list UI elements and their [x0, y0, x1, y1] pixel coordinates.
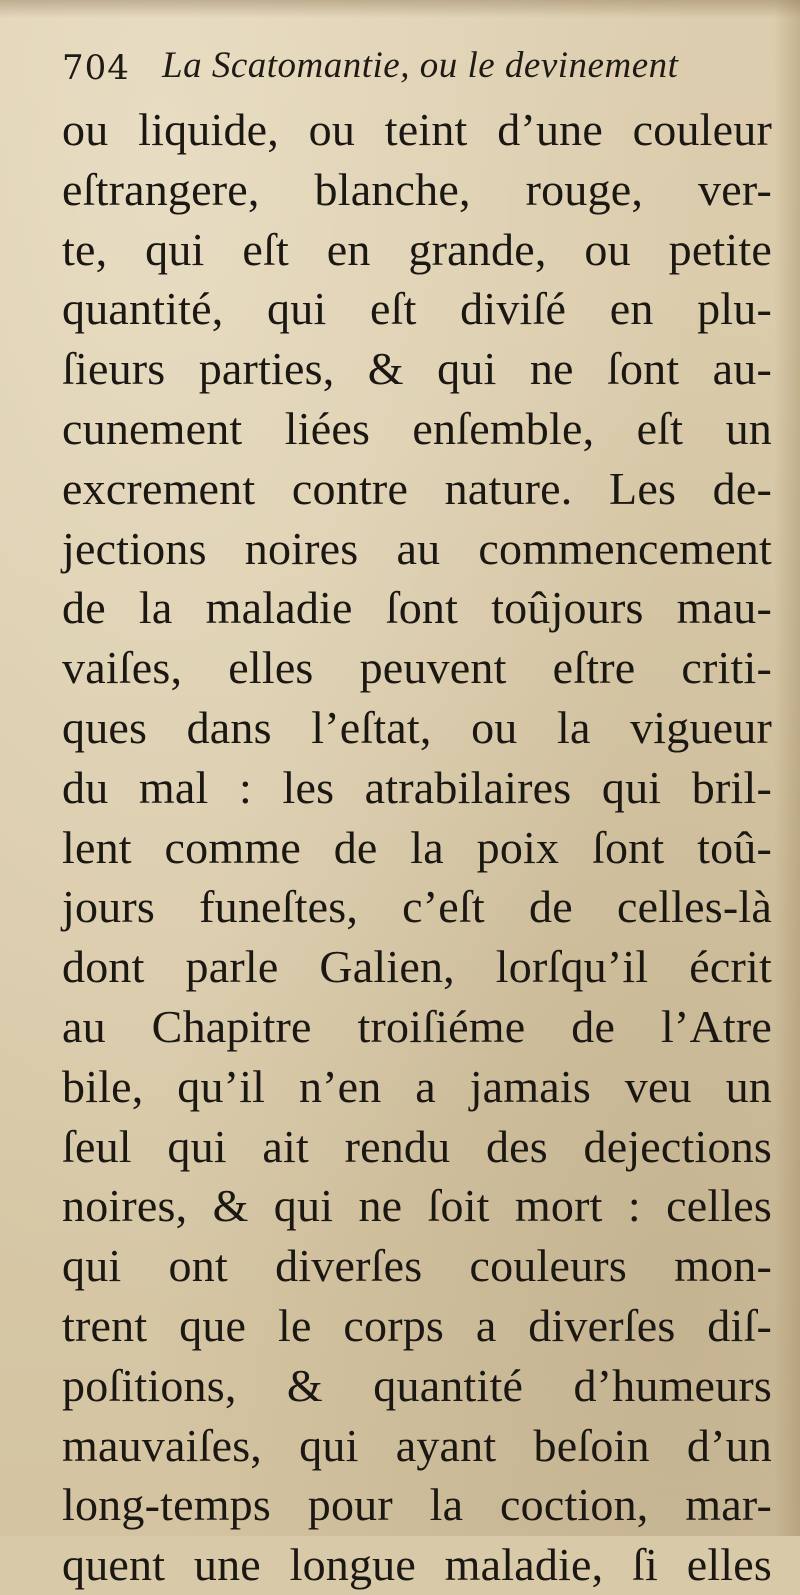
page-edge-shadow — [774, 0, 800, 1536]
text-line: au Chapitre troiſiéme de l’Atre — [62, 1000, 772, 1052]
text-line: mauvaiſes, qui ayant beſoin d’un — [62, 1419, 772, 1471]
text-line: ſeul qui ait rendu des dejections — [62, 1120, 772, 1172]
text-line: quent une longue maladie, ſi elles — [62, 1539, 772, 1591]
text-line: qui ont diverſes couleurs mon- — [62, 1240, 772, 1292]
text-line: poſitions, & quantité d’humeurs — [62, 1359, 772, 1411]
text-line: vaiſes, elles peuvent eſtre criti- — [62, 642, 772, 694]
text-line: du mal : les atrabilaires qui bril- — [62, 761, 772, 813]
text-line: eſtrangere, blanche, rouge, ver- — [62, 163, 772, 215]
text-line: quantité, qui eſt diviſé en plu- — [62, 283, 772, 335]
text-line: jections noires au commencement — [62, 522, 772, 574]
text-line: ſieurs parties, & qui ne ſont au- — [62, 343, 772, 395]
page-number: 704 — [62, 48, 130, 88]
text-line: te, qui eſt en grande, ou petite — [62, 223, 772, 275]
running-title: La Scatomantie, ou le devinement — [162, 45, 679, 86]
text-line: dont parle Galien, lorſqu’il écrit — [62, 941, 772, 993]
text-line: bile, qu’il n’en a jamais veu un — [62, 1060, 772, 1112]
text-line: cunement liées enſemble, eſt un — [62, 402, 772, 454]
text-line: excrement contre nature. Les de- — [62, 462, 772, 514]
text-line: long-temps pour la coction, mar- — [62, 1479, 772, 1531]
text-line: jours funeſtes, c’eſt de celles-là — [62, 881, 772, 933]
text-line: de la maladie ſont toûjours mau- — [62, 582, 772, 634]
text-line: trent que le corps a diverſes diſ- — [62, 1299, 772, 1351]
page-header — [62, 44, 762, 104]
text-line: ques dans l’eſtat, ou la vigueur — [62, 701, 772, 753]
page-top-shadow — [0, 0, 800, 18]
text-line: lent comme de la poix ſont toû- — [62, 821, 772, 873]
text-line: ou liquide, ou teint d’une couleur — [62, 104, 772, 155]
body-text — [62, 100, 772, 1595]
text-line: noires, & qui ne ſoit mort : celles — [62, 1180, 772, 1232]
